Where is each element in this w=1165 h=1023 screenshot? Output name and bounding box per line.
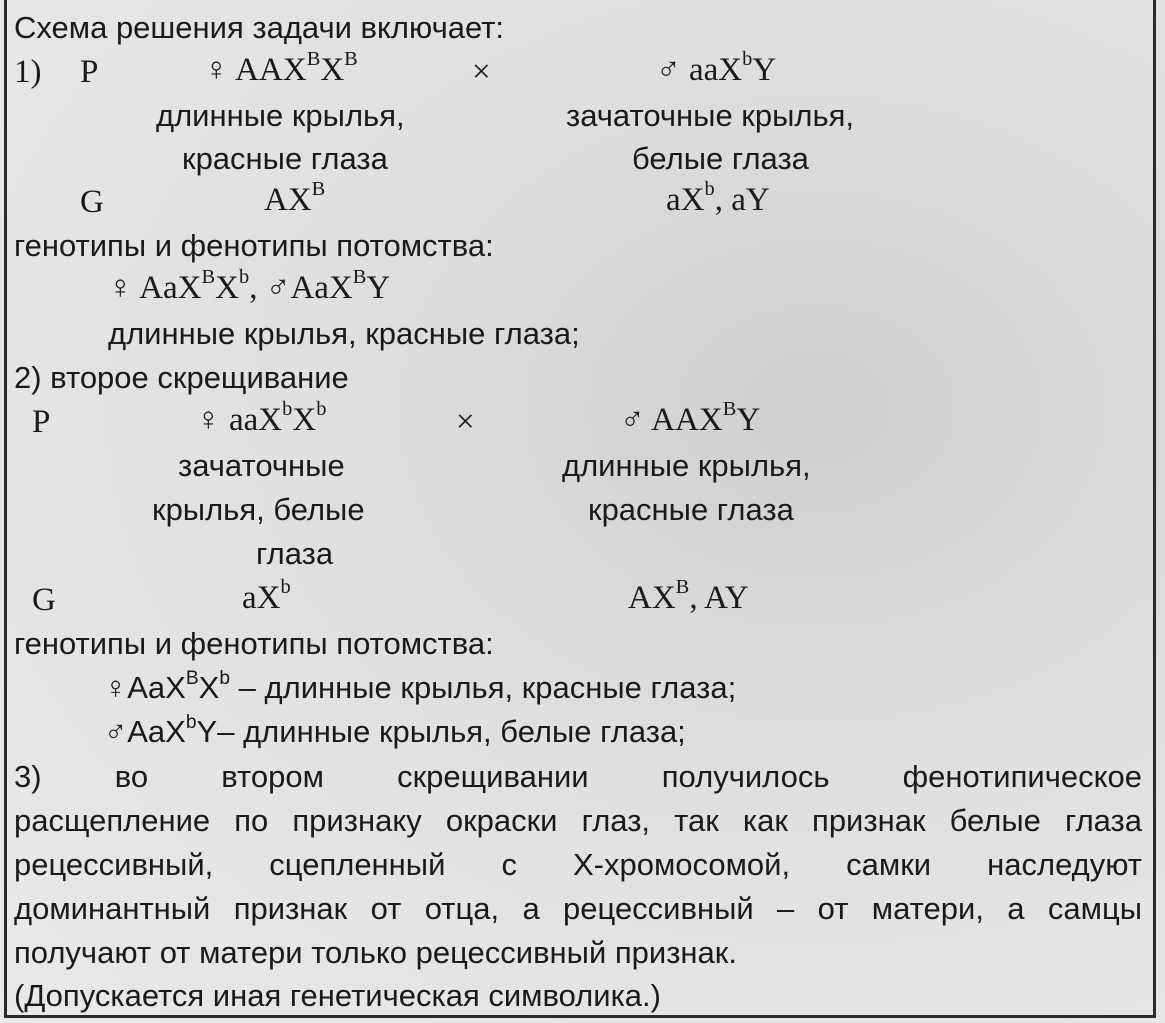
cross1-g-label: G bbox=[80, 184, 104, 220]
cross2-female-phenotype-1: зачаточные bbox=[178, 448, 345, 483]
cross1-number: 1) bbox=[14, 54, 42, 90]
cross2-male-genotype: ♂ $AAX^BY$ bbox=[620, 397, 761, 438]
cross1-female-phenotype-1: длинные крылья, bbox=[156, 98, 405, 133]
cross1-offspring-phenotype: длинные крылья, красные глаза; bbox=[108, 316, 580, 351]
cross1-cross-sign: × bbox=[472, 54, 491, 90]
cross2-p-label: P bbox=[32, 404, 51, 440]
cross2-cross-sign: × bbox=[456, 404, 475, 440]
cross1-p-label: P bbox=[80, 54, 99, 90]
explanation-line-5: получают от матери только рецессивный признак. bbox=[14, 935, 737, 970]
cross2-female-gametes: $aX^b$ bbox=[242, 575, 291, 616]
cross2-heading: 2) второе скрещивание bbox=[14, 360, 349, 395]
cross2-female-genotype: ♀ $aaX^bX^b$ bbox=[196, 397, 327, 438]
cross1-offspring-genotypes: ♀ $AaX^BX^b$, ♂AaX$^B$Y bbox=[108, 265, 391, 306]
cross2-female-phenotype-2: крылья, белые bbox=[152, 492, 365, 527]
cross2-offspring-female: $♀AaX^BX^b$ – длинные крылья, красные глаза; bbox=[104, 667, 737, 705]
cross1-offspring-heading: генотипы и фенотипы потомства: bbox=[14, 228, 494, 263]
explanation-line-3: рецессивный, сцепленный с Х-хромосомой, самки наследуют bbox=[14, 847, 1142, 882]
cross2-male-gametes: $AX^B$, AY bbox=[628, 575, 749, 616]
cross2-g-label: G bbox=[32, 582, 56, 618]
cross1-male-phenotype-1: зачаточные крылья, bbox=[566, 98, 855, 133]
cross2-male-phenotype-2: красные глаза bbox=[588, 492, 794, 527]
explanation-line-2: расщепление по признаку окраски глаз, так как признак белые глаза bbox=[14, 803, 1142, 838]
cross1-female-gametes: $AX^B$ bbox=[264, 177, 326, 218]
cross2-offspring-heading: генотипы и фенотипы потомства: bbox=[14, 626, 494, 661]
explanation-line-4: доминантный признак от отца, а рецессивный – от матери, а самцы bbox=[14, 891, 1142, 926]
symbolism-note: (Допускается иная генетическая символика.) bbox=[14, 978, 661, 1013]
intro-text: Схема решения задачи включает: bbox=[14, 10, 505, 45]
explanation-line-1: 3) во втором скрещивании получилось фенотипическое bbox=[14, 759, 1142, 794]
cross1-female-phenotype-2: красные глаза bbox=[182, 141, 388, 176]
cross1-male-gametes: $aX^b$, aY bbox=[666, 177, 770, 218]
cross2-female-phenotype-3: глаза bbox=[256, 536, 334, 571]
cross1-male-phenotype-2: белые глаза bbox=[632, 141, 809, 176]
cross2-male-phenotype-1: длинные крылья, bbox=[562, 448, 811, 483]
cross1-male-genotype: ♂ aaX$^b$Y bbox=[656, 47, 777, 88]
cross1-female-genotype: ♀ $AAX^BX^B$ bbox=[204, 47, 358, 88]
cross2-offspring-male: ♂AaX$^b$Y– длинные крылья, белые глаза; bbox=[104, 711, 686, 749]
